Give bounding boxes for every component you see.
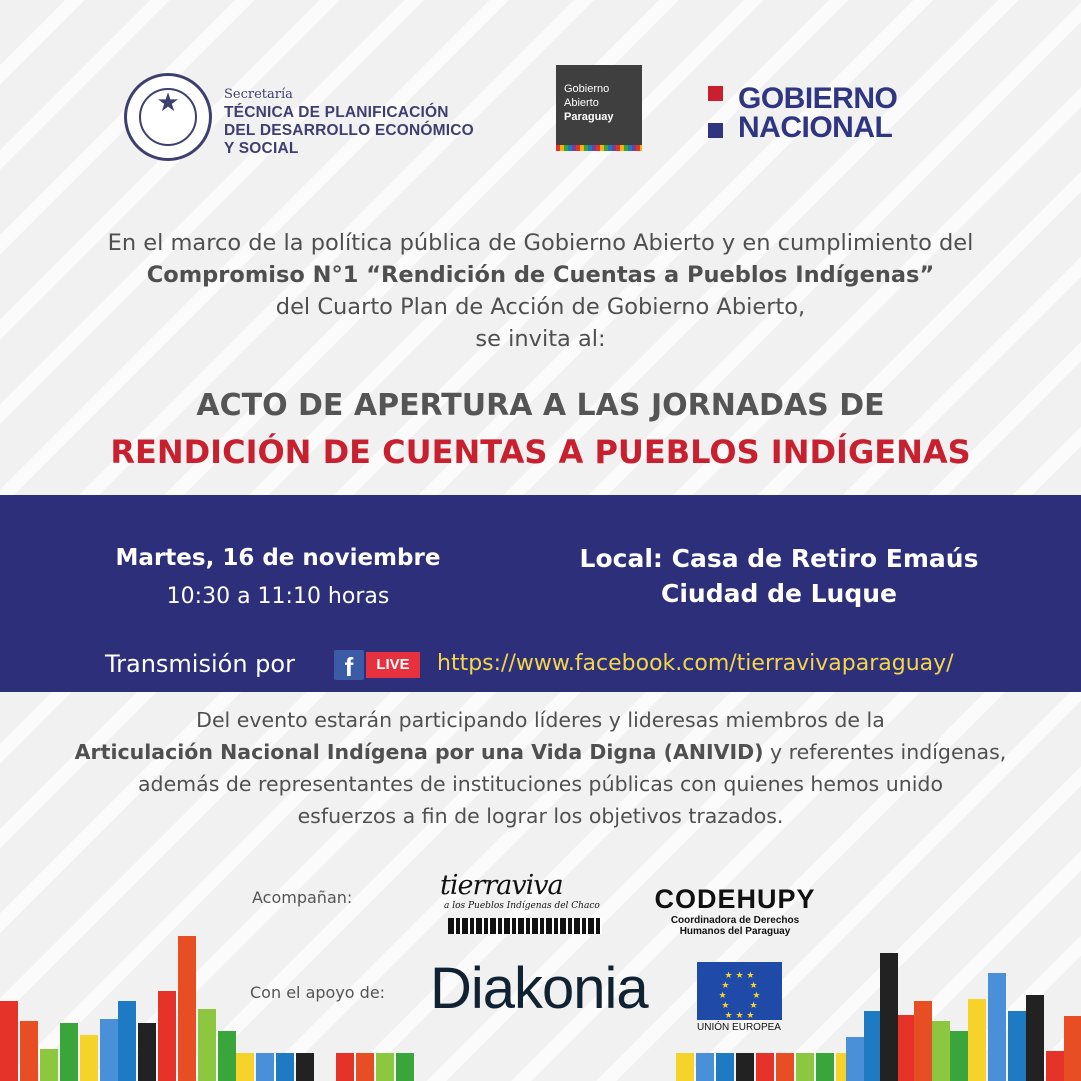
decor-bar (696, 1053, 714, 1081)
decor-bar (296, 1053, 314, 1081)
event-date: Martes, 16 de noviembre (115, 545, 441, 571)
tierraviva-logo: tierraviva a los Pueblos Indígenas del Chaco (440, 868, 605, 940)
acompanan-label: Acompañan: (252, 888, 353, 907)
decor-bar (218, 1031, 236, 1081)
decor-bar (100, 1019, 118, 1081)
eu-label: UNIÓN EUROPEA (697, 1022, 781, 1033)
event-title-line1: ACTO DE APERTURA A LAS JORNADAS DE (196, 388, 885, 423)
decor-bar (198, 1009, 216, 1081)
decor-bar (158, 991, 176, 1081)
intro-text: En el marco de la política pública de Gobierno Abierto y en cumplimiento del Compromiso N°1 “Rendición de Cuentas a Pueblos Indígenas” del Cuarto Plan de Acción de Gobierno Abierto, se invita al: (107, 230, 974, 352)
decor-bar (256, 1053, 274, 1081)
gobierno-nacional-blue-square (708, 123, 723, 138)
decor-bar (0, 1001, 18, 1081)
secretaria-logo-text: Secretaría TÉCNICA DE PLANIFICACIÓN DEL DESARROLLO ECONÓMICO Y SOCIAL (224, 87, 474, 157)
decor-bar (1008, 1011, 1026, 1081)
decor-bar (1026, 995, 1044, 1081)
decor-bar (776, 1053, 794, 1081)
decor-bar (376, 1053, 394, 1081)
decor-bar (1064, 1016, 1081, 1081)
decor-bar (816, 1053, 834, 1081)
diakonia-logo: Diakonia (430, 956, 648, 1021)
decor-bar (178, 936, 196, 1081)
codehupy-logo: CODEHUPY Coordinadora de Derechos Humanos del Paraguay (654, 884, 816, 937)
decor-bar (118, 1001, 136, 1081)
decor-bar (80, 1035, 98, 1081)
gobierno-abierto-logo: Gobierno Abierto Paraguay (556, 65, 642, 151)
decor-bar (396, 1053, 414, 1081)
paraguay-seal-logo (124, 73, 212, 161)
participants-text: Del evento estarán participando líderes y lideresas miembros de la Articulación Nacional Indígena por una Vida Digna (ANIVID) y referentes indígenas, además de representantes de instituciones públicas con quienes hemos unido esfuerzos a fin de lograr los objetivos trazados. (74, 708, 1007, 828)
decor-bar (880, 953, 898, 1081)
decor-bar (796, 1053, 814, 1081)
star-icon: ★ (156, 88, 180, 118)
decor-bar (356, 1053, 374, 1081)
decor-bar (336, 1053, 354, 1081)
gobierno-nacional-logo: GOBIERNO NACIONAL (738, 82, 898, 144)
apoyo-label: Con el apoyo de: (250, 983, 386, 1002)
live-badge: LIVE (366, 652, 420, 678)
decor-bar (60, 1023, 78, 1081)
decor-bar (846, 1037, 864, 1081)
decor-bar (988, 973, 1006, 1081)
facebook-live-link[interactable]: https://www.facebook.com/tierravivaparaguay/ (437, 651, 954, 676)
decor-bar (968, 999, 986, 1081)
event-title-line2: RENDICIÓN DE CUENTAS A PUEBLOS INDÍGENAS (110, 433, 971, 471)
event-location: Local: Casa de Retiro Emaús Ciudad de Luque (579, 544, 979, 608)
decor-bar (138, 1023, 156, 1081)
decor-bar (932, 1021, 950, 1081)
decor-bar (950, 1031, 968, 1081)
eu-flag-icon: ★ ★ ★ ★ ★ ★ ★ ★ ★ ★ ★ ★ (697, 962, 782, 1020)
gobierno-nacional-red-square (708, 86, 723, 101)
decor-bar (1046, 1051, 1064, 1081)
event-time: 10:30 a 11:10 horas (166, 584, 390, 609)
decor-bar (40, 1049, 58, 1081)
decor-bar (716, 1053, 734, 1081)
decor-bar (676, 1053, 694, 1081)
decor-bar (756, 1053, 774, 1081)
decor-bar (276, 1053, 294, 1081)
transmission-label: Transmisión por (105, 650, 295, 678)
facebook-icon: f (334, 650, 364, 680)
decor-bar (20, 1021, 38, 1081)
decor-bar (236, 1053, 254, 1081)
decor-bar (736, 1053, 754, 1081)
decor-bar (914, 1001, 932, 1081)
